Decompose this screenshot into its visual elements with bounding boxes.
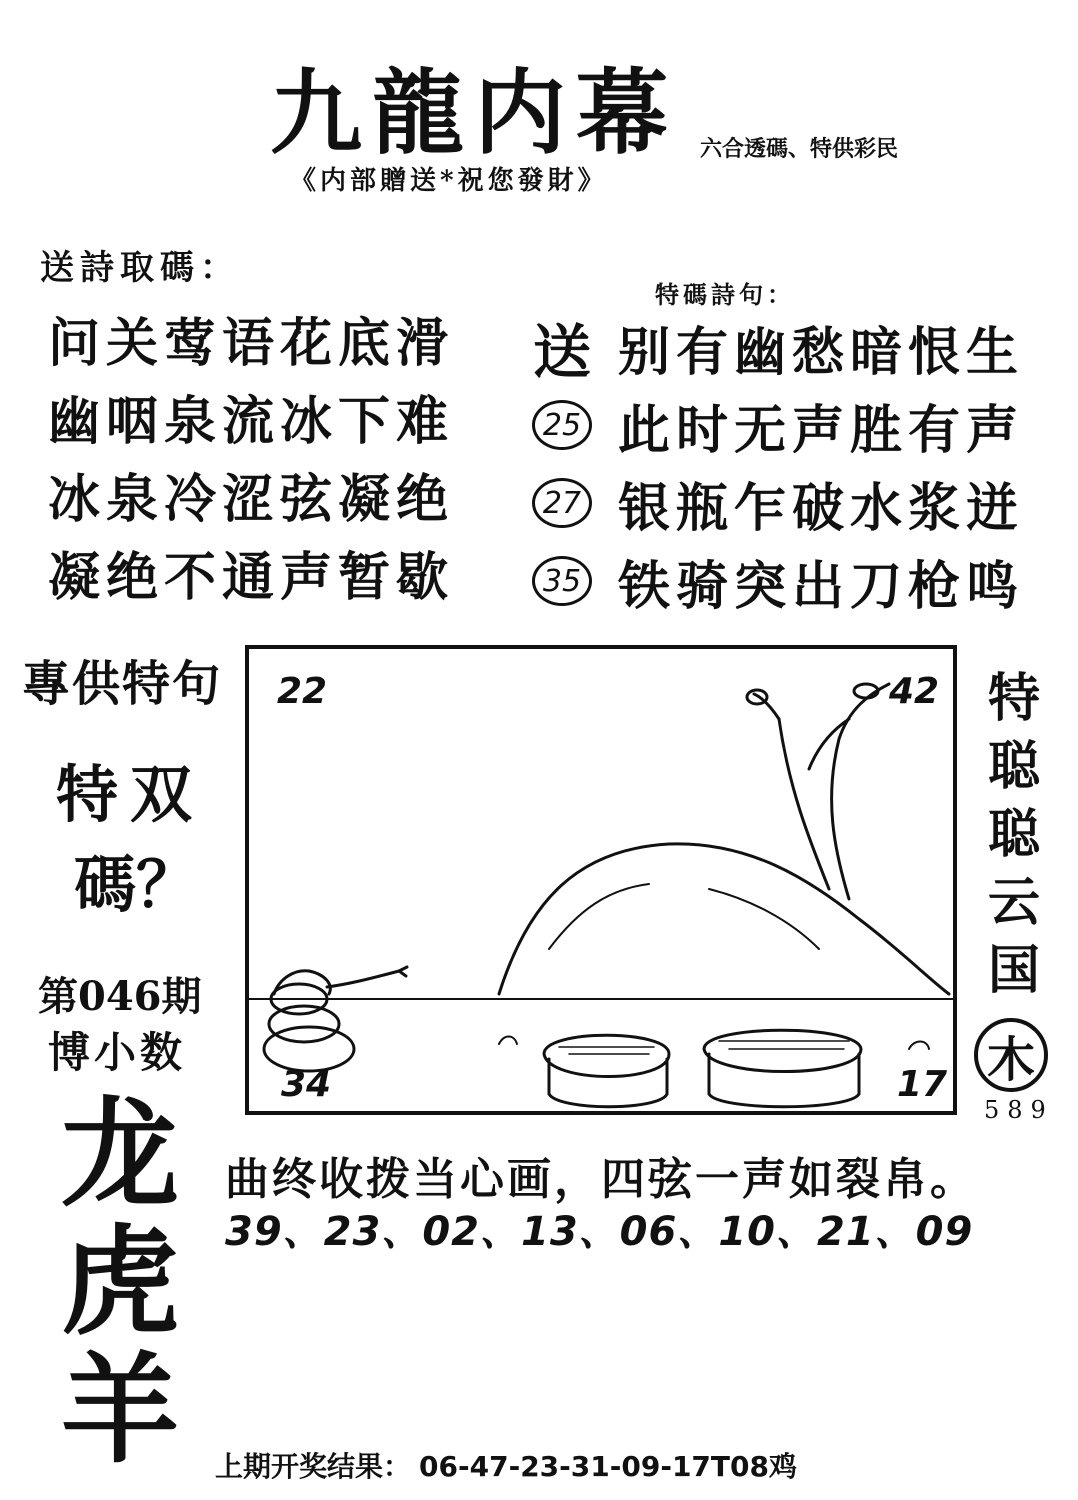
tema-poem-heading: 特碼詩句：: [655, 280, 795, 309]
picture-number-bottom-right: 17: [897, 1064, 948, 1105]
circled-number: 27: [532, 478, 592, 528]
subtitle: 《内部贈送*祝您發財》: [290, 166, 608, 196]
tema-poem-row: [530, 464, 1040, 542]
element-badge: 木: [974, 1018, 1048, 1092]
circled-number: 25: [532, 400, 592, 450]
side-char: 国: [987, 940, 1040, 1001]
zodiac-item: 龙: [60, 1084, 179, 1223]
poem-line: 问关莺语花底滑: [48, 313, 455, 374]
snake-rock-baskets-illustration: [249, 649, 953, 1111]
poem-line: 冰泉冷涩弦凝绝: [48, 469, 455, 530]
tagline: 六合透碼、特供彩民: [700, 136, 899, 162]
side-char: 聪: [987, 804, 1040, 865]
result-label: 上期开奖结果：: [215, 1450, 412, 1483]
poem-block: [48, 308, 468, 620]
marker: [530, 317, 594, 386]
issue-number: 第046期: [38, 973, 202, 1020]
marker: [530, 551, 594, 611]
zodiac-item: 虎: [60, 1212, 179, 1351]
picture-number-bottom-left: 34: [281, 1064, 332, 1105]
special-double: 特双: [56, 758, 205, 831]
marker-word: 送: [532, 318, 591, 386]
side-vertical-text: [982, 665, 1046, 1005]
result-value: 06-47-23-31-09-17T08鸡: [419, 1450, 797, 1483]
number-list: 39、23、02、13、06、10、21、09: [225, 1209, 974, 1255]
special-heading: 專供特句: [22, 656, 223, 712]
special-question: 碼？: [74, 848, 199, 921]
bet-type: 博小数: [48, 1028, 187, 1077]
illustration-frame: [245, 645, 957, 1115]
circled-number: 35: [532, 556, 592, 606]
marker: [530, 473, 594, 533]
tema-poem-line: 此时无声胜有声: [618, 399, 1025, 461]
tema-poem-row: [530, 542, 1040, 620]
tema-poem-block: [530, 308, 1040, 620]
picture-number-top-left: 22: [277, 671, 328, 712]
zodiac-list: [55, 1084, 185, 1479]
poem-heading: 送詩取碼：: [40, 248, 240, 288]
poem-line: 凝绝不通声暂歇: [48, 547, 455, 608]
page-title: 九龍内幕: [270, 59, 679, 167]
marker: [530, 395, 594, 455]
poem-line: 幽咽泉流冰下难: [48, 391, 455, 452]
verse-line: 曲终收拨当心画，四弦一声如裂帛。: [225, 1154, 977, 1205]
picture-number-top-right: 42: [889, 671, 940, 712]
element-numbers: 589: [984, 1096, 1054, 1124]
previous-result: [215, 1445, 797, 1485]
side-char: 特: [987, 668, 1040, 729]
tema-poem-row: [530, 308, 1040, 386]
side-char: 聪: [987, 736, 1040, 797]
side-char: 云: [987, 872, 1040, 933]
tema-poem-row: [530, 386, 1040, 464]
tema-poem-line: 别有幽愁暗恨生: [618, 321, 1025, 383]
zodiac-item: 羊: [60, 1340, 179, 1479]
tema-poem-line: 银瓶乍破水浆迸: [618, 477, 1025, 539]
tema-poem-line: 铁骑突出刀枪鸣: [618, 555, 1025, 617]
